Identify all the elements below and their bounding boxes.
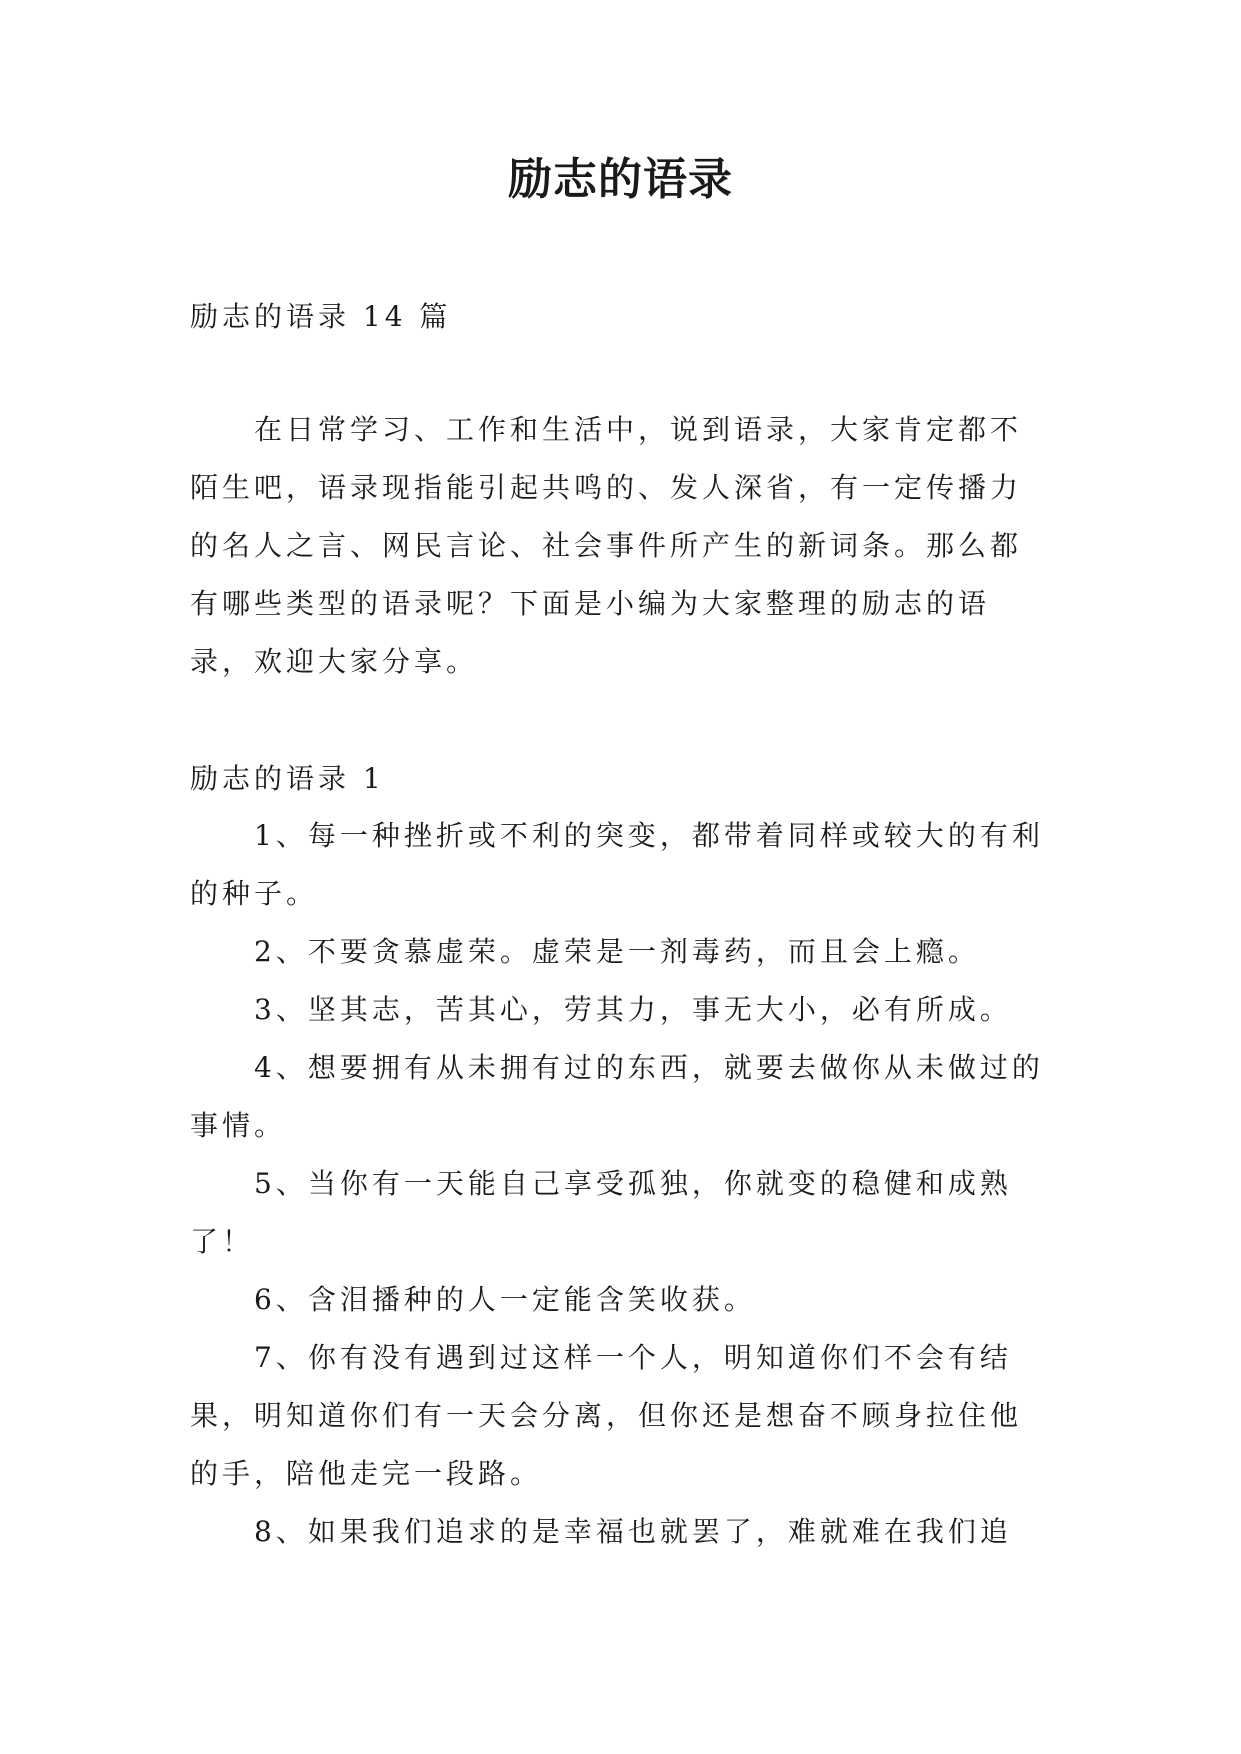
quote-item: 1、每一种挫折或不利的突变，都带着同样或较大的有利的种子。 [190,819,1044,910]
quote-item: 5、当你有一天能自己享受孤独，你就变的稳健和成熟了！ [190,1167,1012,1258]
quote-item: 6、含泪播种的人一定能含笑收获。 [254,1283,756,1316]
quote-item: 7、你有没有遇到过这样一个人，明知道你们不会有结果，明知道你们有一天会分离，但你还是想奋不顾身拉住他的手，陪他走完一段路。 [190,1341,1023,1490]
quote-item: 3、坚其志，苦其心，劳其力，事无大小，必有所成。 [254,993,1012,1026]
quote-item: 2、不要贪慕虚荣。虚荣是一剂毒药，而且会上瘾。 [254,935,980,968]
quote-item: 8、如果我们追求的是幸福也就罢了，难就难在我们追 [254,1515,1012,1548]
section-heading: 励志的语录 1 [190,762,385,795]
document-subtitle: 励志的语录 14 篇 [190,300,452,333]
document-title: 励志的语录 [508,154,733,205]
intro-paragraph: 在日常学习、工作和生活中，说到语录，大家肯定都不陌生吧，语录现指能引起共鸣的、发人深省，有一定传播力的名人之言、网民言论、社会事件所产生的新词条。那么都有哪些类型的语录呢？下面是小编为大家整理的励志的语录，欢迎大家分享。 [190,413,1023,678]
quote-list [190,807,1050,1561]
quote-item: 4、想要拥有从未拥有过的东西，就要去做你从未做过的事情。 [190,1051,1044,1142]
